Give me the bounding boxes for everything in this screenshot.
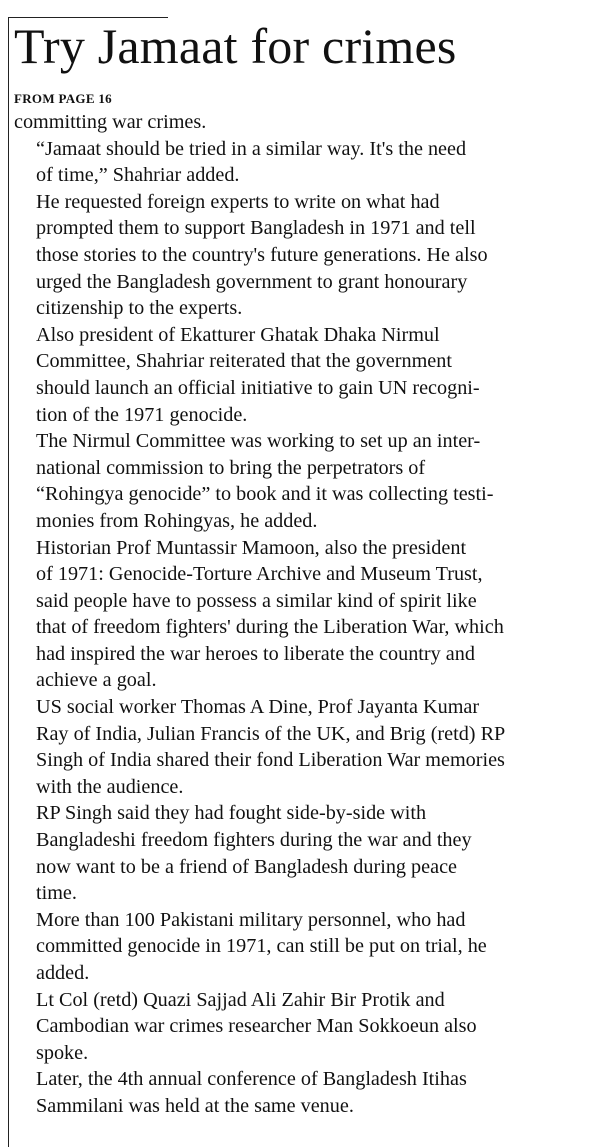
- paragraph-line: added.: [36, 962, 90, 984]
- paragraph-line: that of freedom fighters' during the Liberation War, which: [36, 616, 504, 639]
- paragraph-line: national commission to bring the perpetrators of: [36, 456, 426, 479]
- paragraph-line: RP Singh said they had fought side-by-side with: [36, 802, 427, 825]
- article-paragraph: [14, 907, 606, 987]
- paragraph-line: Bangladeshi freedom fighters during the war and they: [36, 829, 472, 852]
- paragraph-line: those stories to the country's future generations. He also: [36, 243, 488, 266]
- paragraph-line: Lt Col (retd) Quazi Sajjad Ali Zahir Bir Protik and: [36, 988, 445, 1011]
- paragraph-line: committing war crimes.: [14, 111, 207, 133]
- paragraph-line: committed genocide in 1971, can still be put on trial, he: [36, 935, 487, 958]
- paragraph-line: US social worker Thomas A Dine, Prof Jayanta Kumar: [36, 696, 480, 719]
- paragraph-line: urged the Bangladesh government to grant honourary: [36, 270, 468, 293]
- paragraph-line: Ray of India, Julian Francis of the UK, and Brig (retd) RP: [36, 722, 506, 745]
- paragraph-line: Historian Prof Muntassir Mamoon, also the president: [36, 536, 467, 559]
- article-paragraph: [14, 109, 606, 136]
- article-paragraph: [14, 694, 606, 800]
- article-paragraph: [14, 428, 606, 534]
- article-paragraph: [14, 189, 606, 322]
- paragraph-line: of time,” Shahriar added.: [36, 164, 240, 187]
- paragraph-line: should launch an official initiative to gain UN recogni-: [36, 376, 480, 399]
- paragraph-line: tion of the 1971 genocide.: [36, 403, 248, 426]
- paragraph-line: of 1971: Genocide-Torture Archive and Museum Trust,: [36, 563, 483, 586]
- paragraph-line: had inspired the war heroes to liberate the country and: [36, 642, 475, 665]
- paragraph-line: now want to be a friend of Bangladesh during peace: [36, 855, 457, 878]
- article-paragraph: [14, 1066, 606, 1119]
- column-rule-left: [8, 17, 9, 1147]
- headline: Try Jamaat for crimes: [14, 18, 457, 74]
- paragraph-line: achieve a goal.: [36, 669, 157, 692]
- paragraph-line: Singh of India shared their fond Liberation War memories: [36, 749, 505, 772]
- paragraph-line: Sammilani was held at the same venue.: [36, 1094, 354, 1117]
- paragraph-line: said people have to possess a similar kind of spirit like: [36, 589, 477, 612]
- paragraph-line: monies from Rohingyas, he added.: [36, 509, 318, 532]
- article-paragraph: [14, 535, 606, 695]
- paragraph-line: prompted them to support Bangladesh in 1971 and tell: [36, 217, 476, 240]
- article-body: [14, 109, 606, 1120]
- paragraph-line: Also president of Ekatturer Ghatak Dhaka Nirmul: [36, 323, 440, 346]
- paragraph-line: Cambodian war crimes researcher Man Sokkoeun also: [36, 1015, 477, 1038]
- paragraph-line: Later, the 4th annual conference of Bangladesh Itihas: [36, 1068, 467, 1091]
- paragraph-line: citizenship to the experts.: [36, 297, 243, 320]
- article-paragraph: [14, 987, 606, 1067]
- paragraph-line: Committee, Shahriar reiterated that the government: [36, 350, 452, 373]
- paragraph-line: “Jamaat should be tried in a similar way. It's the need: [36, 137, 467, 160]
- article-paragraph: [14, 136, 606, 189]
- paragraph-line: time.: [36, 882, 77, 905]
- paragraph-line: “Rohingya genocide” to book and it was collecting testi-: [36, 483, 494, 506]
- jump-line: FROM PAGE 16: [14, 91, 112, 106]
- paragraph-line: The Nirmul Committee was working to set up an inter-: [36, 430, 481, 453]
- article-paragraph: [14, 800, 606, 906]
- article: [14, 16, 606, 1120]
- paragraph-line: with the audience.: [36, 775, 184, 798]
- paragraph-line: spoke.: [36, 1041, 89, 1064]
- paragraph-line: He requested foreign experts to write on what had: [36, 190, 440, 213]
- article-paragraph: [14, 322, 606, 428]
- paragraph-line: More than 100 Pakistani military personnel, who had: [36, 908, 466, 931]
